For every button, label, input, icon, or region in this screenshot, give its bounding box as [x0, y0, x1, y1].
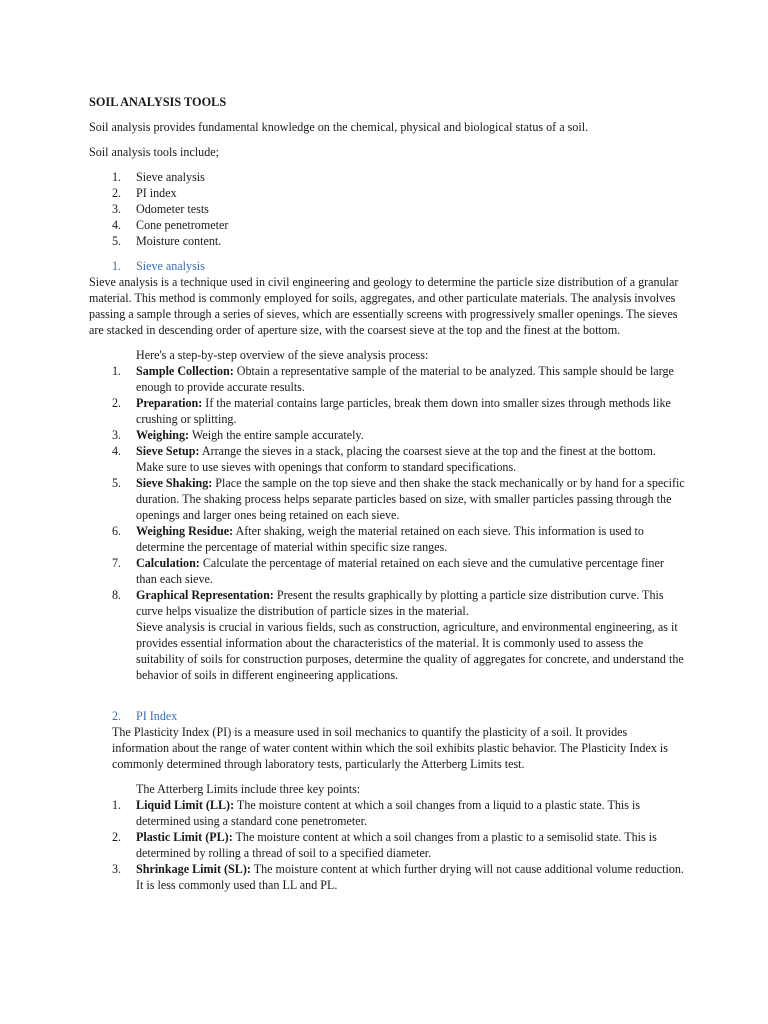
step-text: Calculate the percentage of material retained on each sieve and the cumulative percentage finer than each sieve.: [136, 556, 664, 586]
step-text: Weigh the entire sample accurately.: [189, 428, 364, 442]
limit-item: [89, 829, 685, 861]
limit-number: 2.: [112, 830, 122, 844]
step-term: Sieve Setup:: [136, 444, 200, 458]
sieve-steps-list: [89, 363, 685, 619]
step-item: [89, 555, 685, 587]
atterberg-limits-list: [89, 797, 685, 893]
pi-index-section: [89, 708, 685, 772]
page-title: SOIL ANALYSIS TOOLS: [89, 95, 227, 109]
pi-description: The Plasticity Index (PI) is a measure used in soil mechanics to quantify the plasticity of a soil. It provides information about the range of water content within which the soil exhibits plastic behavior. The Plasticity Index is commonly determined through laboratory tests, particularly the Atterberg Limits test.: [112, 725, 668, 771]
list-label: Cone penetrometer: [136, 218, 229, 232]
list-item: [89, 169, 685, 185]
list-number: 3.: [112, 202, 122, 216]
tools-intro: Soil analysis tools include;: [89, 145, 220, 159]
step-item: [89, 427, 685, 443]
steps-intro: Here's a step-by-step overview of the sieve analysis process:: [136, 348, 429, 362]
intro-paragraph: Soil analysis provides fundamental knowledge on the chemical, physical and biological status of a soil.: [89, 120, 589, 134]
list-label: Sieve analysis: [136, 170, 205, 184]
step-number: 7.: [112, 556, 122, 570]
step-text: Obtain a representative sample of the material to be analyzed. This sample should be large enough to provide accurate results.: [136, 364, 674, 394]
list-number: 2.: [112, 186, 122, 200]
step-term: Preparation:: [136, 396, 203, 410]
step-number: 6.: [112, 524, 122, 538]
step-term: Sample Collection:: [136, 364, 234, 378]
step-number: 5.: [112, 476, 122, 490]
list-label: PI index: [136, 186, 177, 200]
step-number: 8.: [112, 588, 122, 602]
section-heading-label: Sieve analysis: [136, 259, 205, 273]
section-heading-label: PI Index: [136, 709, 178, 723]
step-item: [89, 443, 685, 475]
list-number: 5.: [112, 234, 122, 248]
section-heading-pi-index: [112, 708, 685, 724]
limit-text: The moisture content at which a soil changes from a liquid to a plastic state. This is determined using a standard cone penetrometer.: [136, 798, 641, 828]
step-text: Place the sample on the top sieve and then shake the stack mechanically or by hand for a specific duration. The shaking process helps separate particles based on size, with smaller particles passing through the openings and larger ones being retained on each sieve.: [136, 476, 685, 522]
limit-item: [89, 861, 685, 893]
limit-term: Shrinkage Limit (SL):: [136, 862, 251, 876]
list-number: 4.: [112, 218, 122, 232]
limits-intro: The Atterberg Limits include three key points:: [136, 782, 361, 796]
limit-text: The moisture content at which a soil changes from a plastic to a semisolid state. This is determined by rolling a thread of soil to a specified diameter.: [136, 830, 657, 860]
step-term: Calculation:: [136, 556, 200, 570]
sieve-description: Sieve analysis is a technique used in civil engineering and geology to determine the particle size distribution of a granular material. This method is commonly employed for soils, aggregates, and other particulate materials. The analysis involves passing a sample through a series of sieves, which are essentially screens with progressively smaller openings. The sieves are stacked in descending order of aperture size, with the coarsest sieve at the top and the finest at the bottom.: [89, 275, 679, 337]
limit-text: The moisture content at which further drying will not cause additional volume reduction. It is less commonly used than LL and PL.: [136, 862, 684, 892]
document-page: [89, 94, 685, 893]
limit-term: Plastic Limit (PL):: [136, 830, 233, 844]
step-number: 1.: [112, 364, 122, 378]
step-text: Arrange the sieves in a stack, placing the coarsest sieve at the top and the finest at the bottom. Make sure to use sieves with openings that conform to standard specifications.: [136, 444, 656, 474]
section-number: 2.: [112, 709, 122, 723]
step-text: Present the results graphically by plotting a particle size distribution curve. This curve helps visualize the distribution of particle sizes in the material.: [136, 588, 664, 618]
sieve-conclusion: Sieve analysis is crucial in various fields, such as construction, agriculture, and environmental engineering, as it provides essential information about the characteristics of the material. It is commonly used to assess the suitability of soils for construction purposes, determine the quality of aggregates for concrete, and understand the behavior of soils in different engineering applications.: [136, 620, 684, 682]
list-item: [89, 201, 685, 217]
step-number: 2.: [112, 396, 122, 410]
step-item: [89, 395, 685, 427]
step-term: Graphical Representation:: [136, 588, 274, 602]
list-item: [89, 233, 685, 249]
step-text: If the material contains large particles, break them down into smaller sizes through methods like crushing or splitting.: [136, 396, 671, 426]
limit-item: [89, 797, 685, 829]
limit-number: 1.: [112, 798, 122, 812]
step-term: Weighing:: [136, 428, 190, 442]
step-item: [89, 475, 685, 523]
limit-number: 3.: [112, 862, 122, 876]
step-item: [89, 587, 685, 619]
step-item: [89, 363, 685, 395]
list-item: [89, 217, 685, 233]
list-number: 1.: [112, 170, 122, 184]
tools-list: [89, 169, 685, 249]
list-label: Odometer tests: [136, 202, 209, 216]
list-item: [89, 185, 685, 201]
limit-term: Liquid Limit (LL):: [136, 798, 235, 812]
step-term: Sieve Shaking:: [136, 476, 213, 490]
step-item: [89, 523, 685, 555]
section-number: 1.: [112, 259, 122, 273]
step-text: After shaking, weigh the material retained on each sieve. This information is used to determine the percentage of material within specific size ranges.: [136, 524, 644, 554]
list-label: Moisture content.: [136, 234, 222, 248]
step-number: 4.: [112, 444, 122, 458]
step-number: 3.: [112, 428, 122, 442]
step-term: Weighing Residue:: [136, 524, 234, 538]
section-heading-sieve-analysis: [89, 258, 685, 274]
